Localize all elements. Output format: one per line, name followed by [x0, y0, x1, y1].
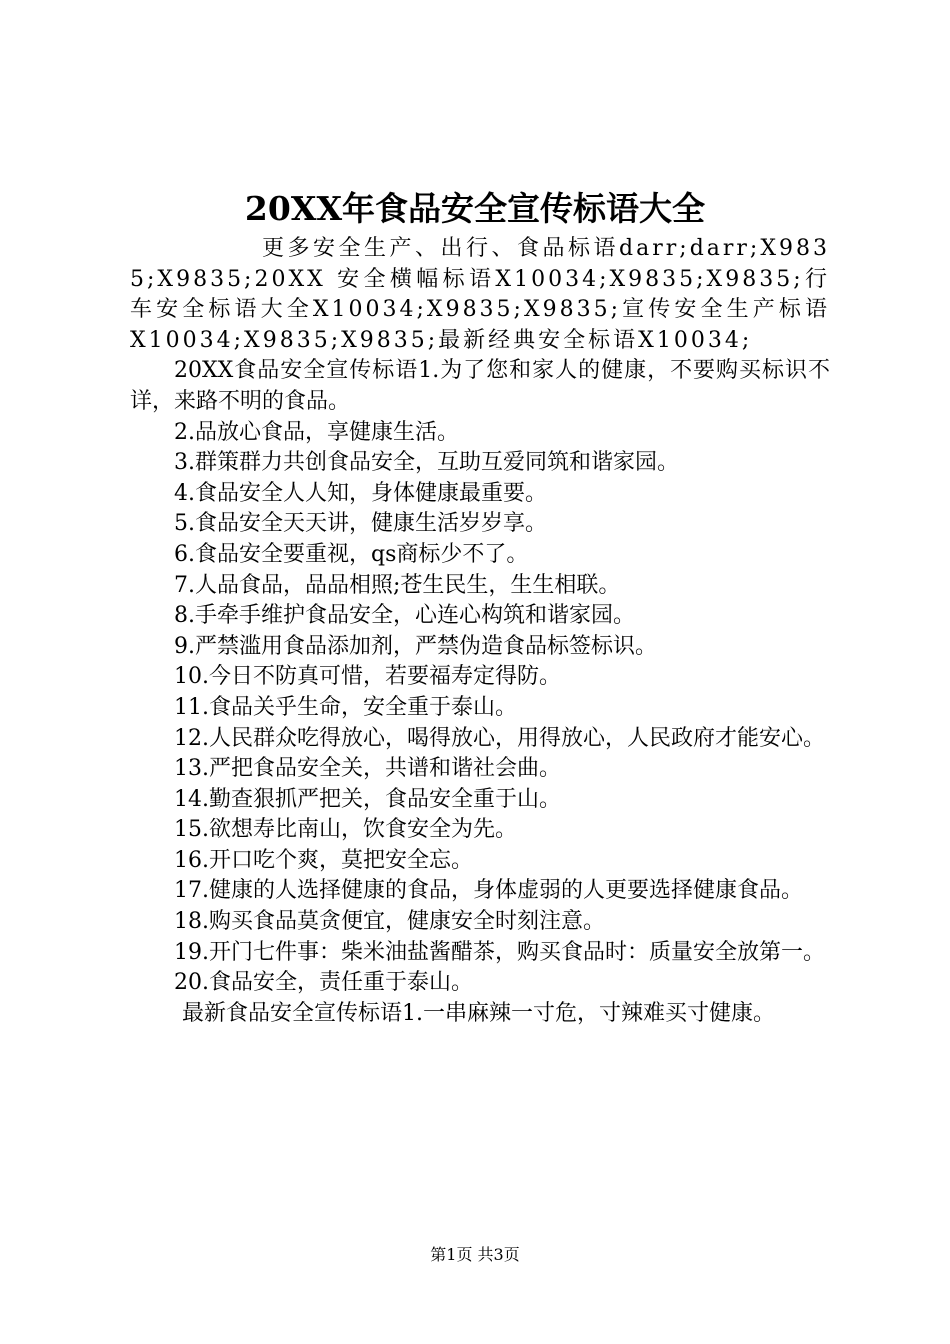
slogan-paragraph: 4.食品安全人人知，身体健康最重要。 [174, 480, 547, 506]
slogan-paragraph: 13.严把食品安全关，共谱和谐社会曲。 [174, 756, 561, 782]
slogan-paragraph: 10.今日不防真可惜，若要福寿定得防。 [174, 664, 561, 690]
slogan-paragraph: 20XX食品安全宣传标语1.为了您和家人的健康，不要购买标识不详，来路不明的食品。 [130, 358, 830, 414]
slogan-paragraph: 16.开口吃个爽，莫把安全忘。 [174, 847, 473, 873]
slogan-paragraph: 12.人民群众吃得放心，喝得放心，用得放心，人民政府才能安心。 [174, 725, 825, 751]
slogan-paragraph: 6.食品安全要重视，qs商标少不了。 [174, 541, 529, 567]
slogan-paragraph: 3.群策群力共创食品安全，互助互爱同筑和谐家园。 [174, 450, 679, 476]
slogan-paragraph: 9.严禁滥用食品添加剂，严禁伪造食品标签标识。 [174, 633, 657, 659]
slogan-paragraph: 7.人品食品，品品相照;苍生民生，生生相联。 [174, 572, 621, 598]
slogan-paragraph: 2.品放心食品，享健康生活。 [174, 419, 459, 445]
document-body [130, 234, 830, 1029]
slogan-paragraph: 11.食品关乎生命，安全重于泰山。 [174, 694, 517, 720]
intro-paragraph: 更多安全生产、出行、食品标语darr;darr;X9835;X9835;20XX 安全横幅标语X10034;X9835;X9835;行车安全标语大全X10034;X9835;X9835;宣传安全生产标语X10034;X9835;X9835;最新经典安全标语X10034; [130, 236, 830, 353]
section-intro-paragraph: 最新食品安全宣传标语1.一串麻辣一寸危，寸辣难买寸健康。 [182, 1000, 775, 1026]
slogan-paragraph: 20.食品安全，责任重于泰山。 [174, 970, 473, 996]
slogan-paragraph: 14.勤查狠抓严把关，食品安全重于山。 [174, 786, 561, 812]
slogan-paragraph: 8.手牵手维护食品安全，心连心构筑和谐家园。 [174, 603, 635, 629]
page-footer: 第1页 共3页 [430, 1245, 520, 1264]
slogan-paragraph: 15.欲想寿比南山，饮食安全为先。 [174, 817, 517, 843]
slogan-paragraph: 19.开门七件事：柴米油盐酱醋茶，购买食品时：质量安全放第一。 [174, 939, 825, 965]
slogan-paragraph: 5.食品安全天天讲，健康生活岁岁享。 [174, 511, 547, 537]
slogan-paragraph: 17.健康的人选择健康的食品，身体虚弱的人更要选择健康食品。 [174, 878, 803, 904]
slogan-paragraph: 18.购买食品莫贪便宜，健康安全时刻注意。 [174, 909, 605, 935]
document-title: 20XX年食品安全宣传标语大全 [244, 189, 706, 228]
